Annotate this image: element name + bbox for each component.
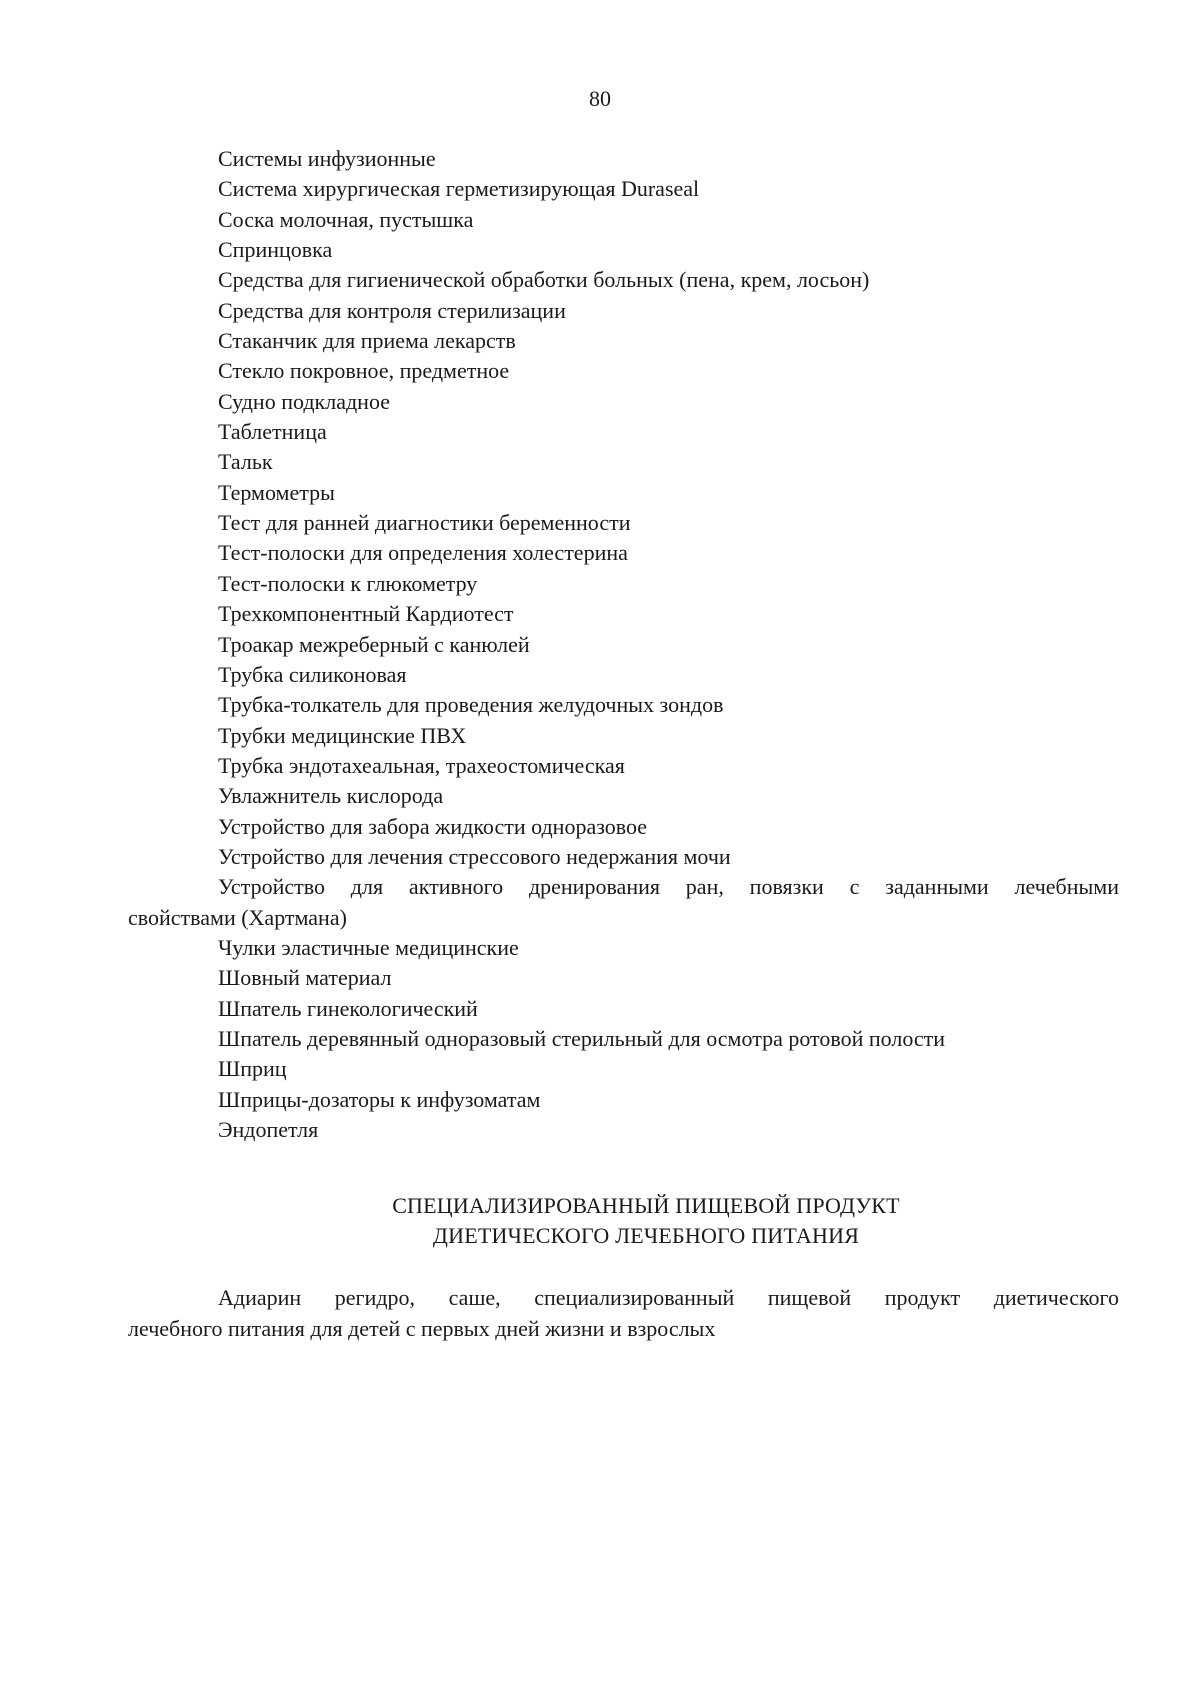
list-item: Трехкомпонентный Кардиотест <box>218 601 514 627</box>
list-item: Троакар межреберный с канюлей <box>218 631 530 657</box>
list-item-wrapped-line-1: Устройство для активного дренирования ран, повязки с заданными лечебными <box>218 874 1119 900</box>
list-item: Таблетница <box>218 419 327 445</box>
list-item: Трубка эндотахеальная, трахеостомическая <box>218 752 625 778</box>
section-paragraph <box>128 1283 1119 1344</box>
list-item: Чулки эластичные медицинские <box>218 934 519 960</box>
list-item: Тест-полоски к глюкометру <box>218 570 478 596</box>
item-list <box>128 144 1119 1145</box>
list-item: Устройство для лечения стрессового недержания мочи <box>218 843 731 869</box>
section-heading-line-2: ДИЕТИЧЕСКОГО ЛЕЧЕБНОГО ПИТАНИЯ <box>432 1223 860 1249</box>
page-content <box>128 144 1119 1366</box>
list-item: Тальк <box>218 449 273 475</box>
list-item: Средства для гигиенической обработки больных (пена, крем, лосьон) <box>218 267 870 293</box>
list-item: Средства для контроля стерилизации <box>218 297 566 323</box>
list-item: Шпатель гинекологический <box>218 995 478 1021</box>
page-number: 80 <box>589 86 611 111</box>
list-item: Шовный материал <box>218 965 392 991</box>
list-item: Эндопетля <box>218 1117 319 1142</box>
list-item: Тест-полоски для определения холестерина <box>218 540 628 566</box>
list-item-wrapped <box>128 872 1119 933</box>
list-item: Стекло покровное, предметное <box>218 358 510 384</box>
list-item: Системы инфузионные <box>218 146 436 171</box>
list-item: Термометры <box>218 479 335 505</box>
list-item: Трубка-толкатель для проведения желудочных зондов <box>218 692 724 718</box>
list-item: Трубки медицинские ПВХ <box>218 722 467 748</box>
section-paragraph-line-1: Адиарин регидро, саше, специализированный пищевой продукт диетического <box>218 1285 1119 1311</box>
list-item: Устройство для забора жидкости одноразовое <box>218 813 648 839</box>
list-item-wrapped-line-2: свойствами (Хартмана) <box>128 904 347 930</box>
list-item: Шпатель деревянный одноразовый стерильный для осмотра ротовой полости <box>218 1025 946 1051</box>
list-item: Трубка силиконовая <box>218 661 407 687</box>
list-item: Шприцы-дозаторы к инфузоматам <box>218 1086 541 1112</box>
list-item: Соска молочная, пустышка <box>218 206 474 232</box>
list-item: Спринцовка <box>218 237 333 263</box>
list-item: Судно подкладное <box>218 388 390 414</box>
section-heading <box>173 1191 1119 1251</box>
list-item: Стаканчик для приема лекарств <box>218 328 516 354</box>
section-paragraph-line-2: лечебного питания для детей с первых дней жизни и взрослых <box>128 1315 716 1341</box>
section-heading-line-1: СПЕЦИАЛИЗИРОВАННЫЙ ПИЩЕВОЙ ПРОДУКТ <box>392 1193 900 1219</box>
list-item: Система хирургическая герметизирующая Duraseal <box>218 176 700 202</box>
list-item: Шприц <box>218 1056 287 1082</box>
list-item: Тест для ранней диагностики беременности <box>218 510 631 536</box>
list-item: Увлажнитель кислорода <box>218 783 444 809</box>
